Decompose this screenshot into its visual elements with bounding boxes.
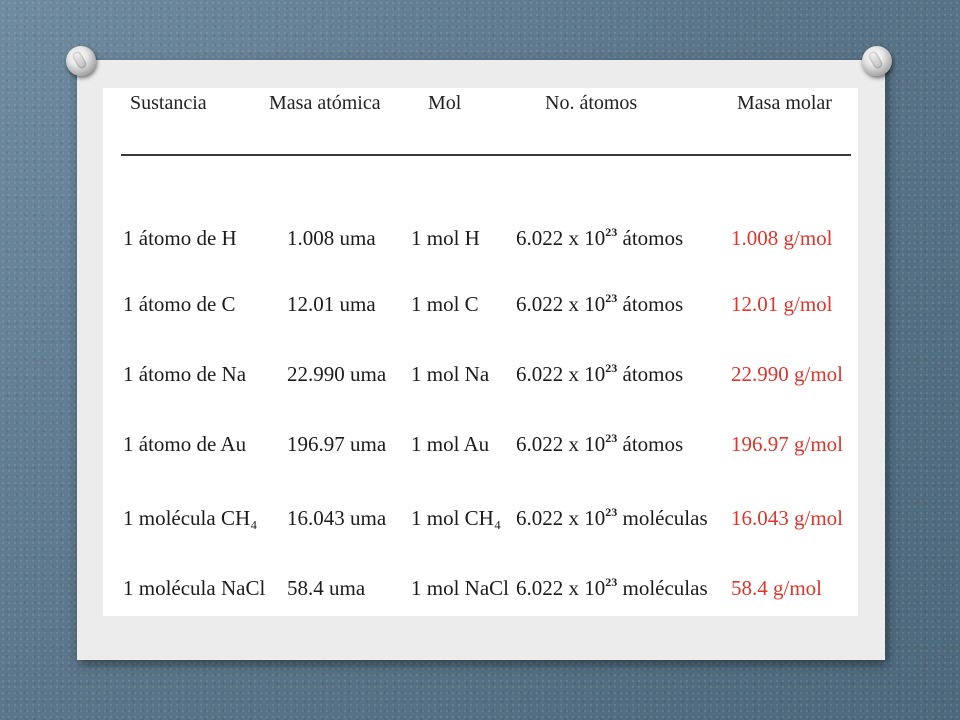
cell-masa-molar: 58.4 g/mol bbox=[731, 576, 823, 600]
cell-num-particles bbox=[516, 226, 683, 251]
num-base: 6.022 x 10 bbox=[516, 362, 606, 386]
cell-num-particles bbox=[516, 506, 708, 531]
num-base: 6.022 x 10 bbox=[516, 292, 606, 316]
cell-masa-molar: 22.990 g/mol bbox=[731, 362, 844, 386]
cell-num-particles bbox=[516, 362, 683, 387]
molar-mass-table bbox=[103, 88, 858, 616]
header-masa-atomica: Masa atómica bbox=[269, 92, 381, 114]
cell-mol: 1 mol NaCl bbox=[411, 576, 509, 600]
header-sustancia: Sustancia bbox=[130, 92, 207, 114]
cell-mol: 1 mol C bbox=[411, 292, 479, 316]
num-exponent: 23 bbox=[605, 575, 618, 589]
cell-masa-atomica: 22.990 uma bbox=[287, 362, 387, 386]
pushpin-right-icon bbox=[862, 46, 892, 76]
cell-num-particles bbox=[516, 576, 708, 601]
num-exponent: 23 bbox=[605, 431, 618, 445]
header-mol: Mol bbox=[428, 92, 462, 114]
cell-mol: 1 mol CH₄ bbox=[411, 506, 502, 530]
cell-sustancia: 1 átomo de C bbox=[123, 292, 236, 316]
header-no-atomos: No. átomos bbox=[545, 92, 638, 114]
cell-masa-atomica: 16.043 uma bbox=[287, 506, 387, 530]
num-base: 6.022 x 10 bbox=[516, 432, 606, 456]
num-unit: átomos bbox=[617, 292, 684, 316]
cell-sustancia: 1 átomo de Na bbox=[123, 362, 247, 386]
cell-mol: 1 mol H bbox=[411, 226, 480, 250]
num-exponent: 23 bbox=[605, 361, 618, 375]
cell-mol: 1 mol Au bbox=[411, 432, 490, 456]
cell-num-particles bbox=[516, 432, 683, 457]
num-base: 6.022 x 10 bbox=[516, 226, 606, 250]
cell-masa-molar: 1.008 g/mol bbox=[731, 226, 833, 250]
num-unit: átomos bbox=[617, 362, 684, 386]
cell-masa-molar: 16.043 g/mol bbox=[731, 506, 844, 530]
cell-masa-molar: 196.97 g/mol bbox=[731, 432, 844, 456]
cell-sustancia: 1 molécula CH₄ bbox=[123, 506, 258, 530]
cell-mol: 1 mol Na bbox=[411, 362, 490, 386]
num-exponent: 23 bbox=[605, 225, 618, 239]
cell-num-particles bbox=[516, 292, 683, 317]
cell-sustancia: 1 molécula NaCl bbox=[123, 576, 266, 600]
num-unit: átomos bbox=[617, 226, 684, 250]
cell-masa-atomica: 1.008 uma bbox=[287, 226, 376, 250]
num-unit: átomos bbox=[617, 432, 684, 456]
cell-sustancia: 1 átomo de H bbox=[123, 226, 237, 250]
cell-masa-molar: 12.01 g/mol bbox=[731, 292, 833, 316]
pushpin-left-icon bbox=[66, 46, 96, 76]
num-exponent: 23 bbox=[605, 291, 618, 305]
cell-masa-atomica: 12.01 uma bbox=[287, 292, 376, 316]
cell-masa-atomica: 196.97 uma bbox=[287, 432, 387, 456]
num-base: 6.022 x 10 bbox=[516, 576, 606, 600]
num-base: 6.022 x 10 bbox=[516, 506, 606, 530]
num-unit: moléculas bbox=[617, 506, 708, 530]
header-divider bbox=[121, 154, 851, 156]
num-exponent: 23 bbox=[605, 505, 618, 519]
cell-masa-atomica: 58.4 uma bbox=[287, 576, 366, 600]
header-masa-molar: Masa molar bbox=[737, 92, 832, 114]
cell-sustancia: 1 átomo de Au bbox=[123, 432, 247, 456]
num-unit: moléculas bbox=[617, 576, 708, 600]
